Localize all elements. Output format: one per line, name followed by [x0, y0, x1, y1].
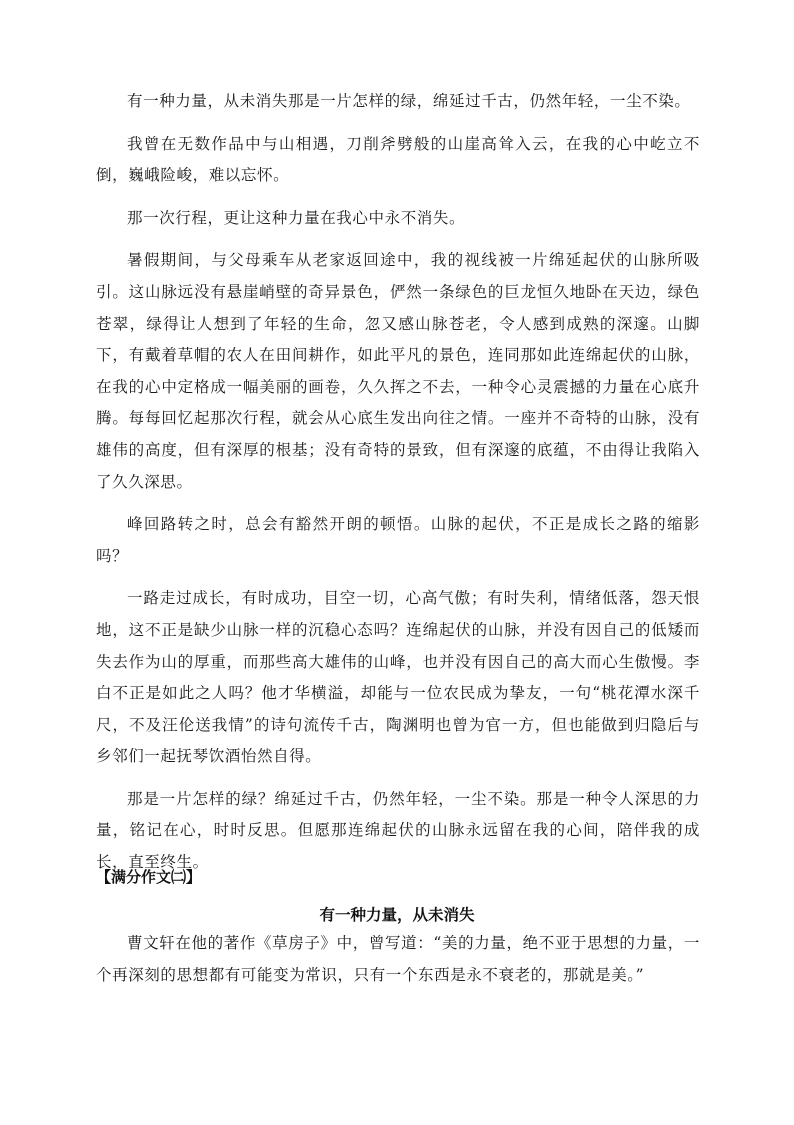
paragraph: 有一种力量，从未消失那是一片怎样的绿，绵延过千古，仍然年轻，一尘不染。	[127, 92, 691, 110]
section-label: 【满分作文㈡】	[96, 868, 202, 886]
paragraph: 暑假期间，与父母乘车从老家返回途中，我的视线被一片绵延起伏的山脉所吸引。这山脉远没有悬崖峭壁的奇异景色，俨然一条绿色的巨龙恒久地卧在天边，绿色苍翠，绿得让人想到了年轻的生命，忽又感山脉苍老，令人感到成熟的深邃。山脚下，有戴着草帽的农人在田间耕作，如此平凡的景色，连同那如此连绵起伏的山脉，在我的心中定格成一幅美丽的画卷，久久挥之不去，一种令心灵震撼的力量在心底升腾。每每回忆起那次行程，就会从心底生发出向往之情。一座并不奇特的山脉，没有雄伟的高度，但有深厚的根基；没有奇特的景致，但有深邃的底蕴，不由得让我陷入了久久深思。	[96, 251, 700, 491]
paragraph: 曹文轩在他的著作《草房子》中，曾写道：“美的力量，绝不亚于思想的力量，一个再深刻的思想都有可能变为常识，只有一个东西是永不衰老的，那就是美。”	[96, 934, 700, 984]
essay-one-body	[96, 86, 700, 890]
paragraph: 峰回路转之时，总会有豁然开朗的顿悟。山脉的起伏，不正是成长之路的缩影吗？	[96, 515, 700, 565]
paragraph: 我曾在无数作品中与山相遇，刀削斧劈般的山崖高耸入云，在我的心中屹立不倒，巍峨险峻，难以忘怀。	[96, 134, 700, 185]
paragraph: 那是一片怎样的绿？绵延过千古，仍然年轻，一尘不染。那是一种令人深思的力量，铭记在心，时时反思。但愿那连绵起伏的山脉永远留在我的心间，陪伴我的成长，直至终生。	[96, 789, 700, 872]
essay-title: 有一种力量，从未消失	[319, 906, 475, 924]
paragraph: 那一次行程，更让这种力量在我心中永不消失。	[127, 208, 466, 227]
paragraph: 一路走过成长，有时成功，目空一切，心高气傲；有时失利，情绪低落，怨天恨地，这不正是缺少山脉一样的沉稳心态吗？连绵起伏的山脉，并没有因自己的低矮而失去作为山的厚重，而那些高大雄伟的山峰，也并没有因自己的高大而心生傲慢。李白不正是如此之人吗？他才华横溢，却能与一位农民成为挚友，一句“桃花潭水深千尺，不及汪伦送我情”的诗句流传千古，陶渊明也曾为官一方，但也能做到归隐后与乡邻们一起抚琴饮酒怡然自得。	[96, 589, 700, 766]
essay-two-body	[96, 928, 700, 1002]
